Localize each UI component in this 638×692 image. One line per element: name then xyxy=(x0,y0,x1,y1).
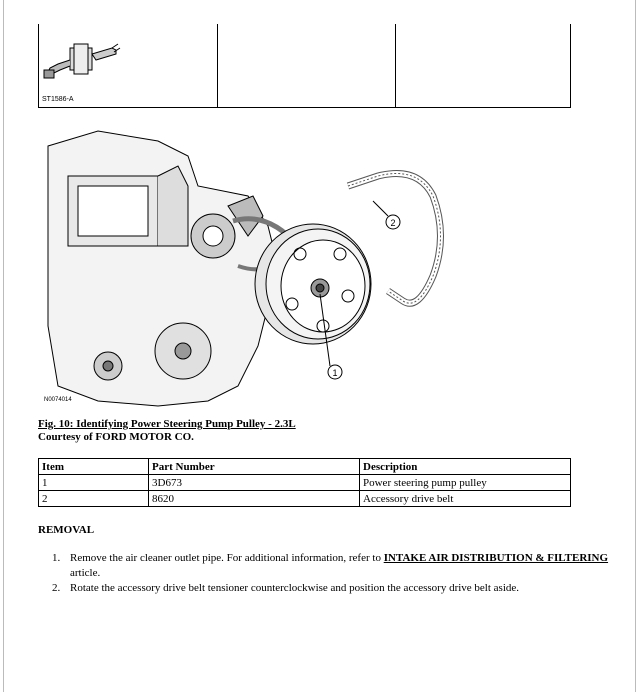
table-header-row xyxy=(39,459,571,475)
cell-description: Accessory drive belt xyxy=(360,491,571,507)
step-text: Remove the air cleaner outlet pipe. For additional information, refer to xyxy=(70,552,384,564)
step-text: Rotate the accessory drive belt tensioner counterclockwise and position the accessory drive belt aside. xyxy=(70,582,520,594)
caption-courtesy: Courtesy of FORD MOTOR CO. xyxy=(38,431,194,443)
page-edge-left xyxy=(3,0,4,692)
removal-steps xyxy=(52,551,612,596)
list-item xyxy=(52,551,612,581)
power-steering-pulley-illustration xyxy=(38,126,458,416)
step-number: 2. xyxy=(52,582,61,594)
header-part-number: Part Number xyxy=(149,459,360,475)
page-edge-right xyxy=(635,0,636,692)
special-tool-illustration xyxy=(40,30,130,90)
callout-1: 1 xyxy=(332,368,338,378)
figure-code: N0074014 xyxy=(44,397,72,403)
cell-item: 2 xyxy=(39,491,149,507)
tool-figure-label: ST1586-A xyxy=(42,96,74,103)
cell-item: 1 xyxy=(39,475,149,491)
parts-table xyxy=(38,458,571,507)
cell-description: Power steering pump pulley xyxy=(360,475,571,491)
figure-caption xyxy=(38,418,296,444)
tool-table-divider xyxy=(395,24,396,108)
step-text-end: article. xyxy=(70,567,101,579)
caption-title: Fig. 10: Identifying Power Steering Pump Pulley - 2.3L xyxy=(38,418,296,430)
callout-2: 2 xyxy=(390,218,396,228)
intake-air-distribution-link[interactable]: INTAKE AIR DISTRIBUTION & FILTERING xyxy=(383,552,609,564)
cell-part-number: 8620 xyxy=(149,491,360,507)
tool-table-divider xyxy=(217,24,218,108)
header-description: Description xyxy=(360,459,571,475)
cell-part-number: 3D673 xyxy=(149,475,360,491)
header-item: Item xyxy=(39,459,149,475)
table-row xyxy=(39,491,571,507)
step-number: 1. xyxy=(52,552,61,564)
table-row xyxy=(39,475,571,491)
list-item xyxy=(52,581,612,596)
section-heading: REMOVAL xyxy=(38,524,95,536)
